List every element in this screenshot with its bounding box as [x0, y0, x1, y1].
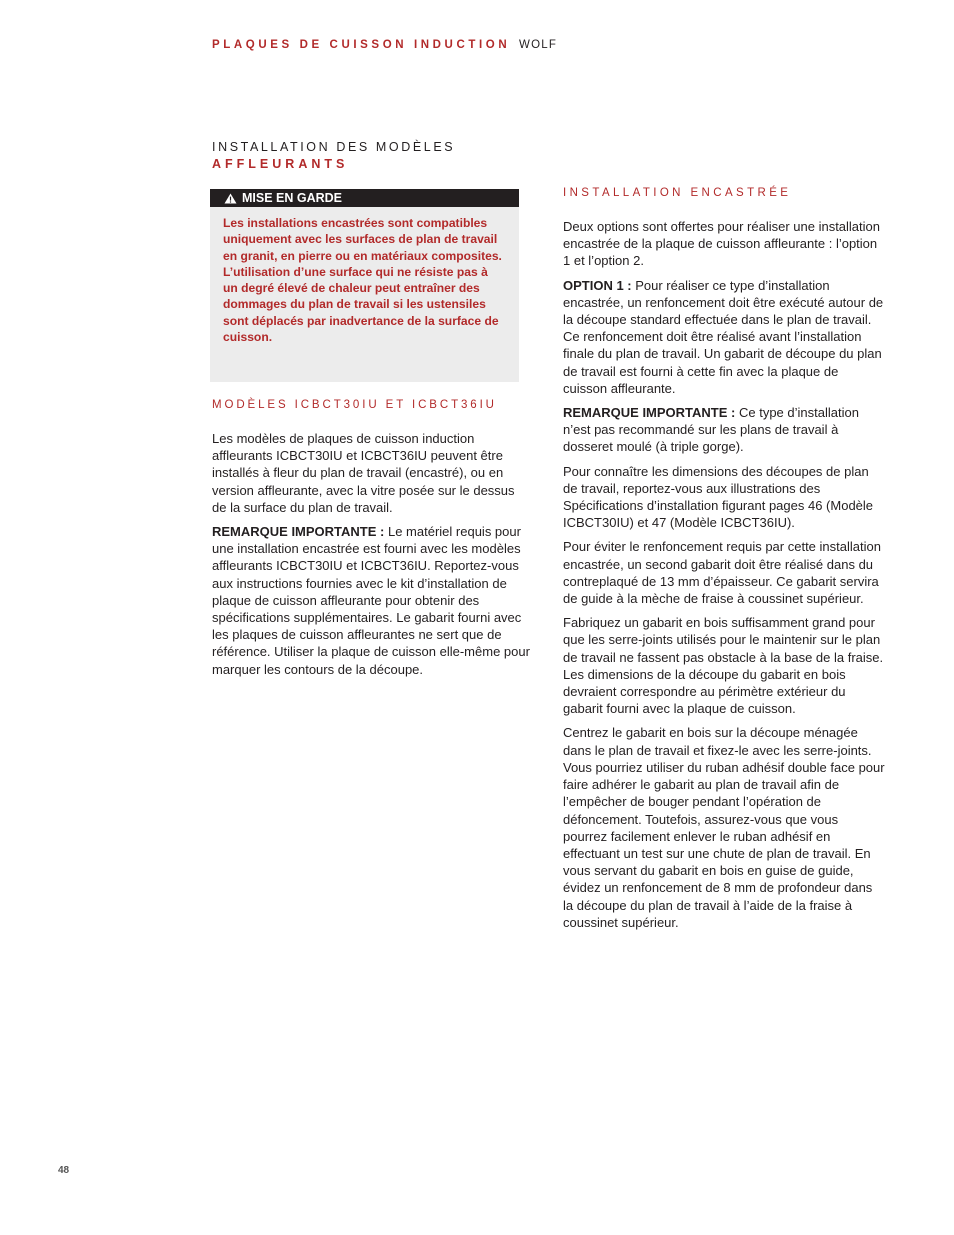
header-title: PLAQUES DE CUISSON INDUCTION: [212, 39, 511, 51]
warning-text: Les installations encastrées sont compatibles uniquement avec les surfaces de plan de travail en granit, en pierre ou en matériaux composites. L’utilisation d’une surface qui ne résiste pas à un degré élevé de chaleur peut entraîner des dommages du plan de travail si les ustensiles sont déplacés par inadvertance de la surface de cuisson.: [210, 207, 519, 382]
left-note-label: REMARQUE IMPORTANTE :: [212, 524, 385, 540]
warning-title: MISE EN GARDE: [242, 191, 343, 205]
right-note-text: Ce type d’installation n’est pas recommandé sur les plans de travail à dosseret moulé (à triple gorge).: [563, 405, 859, 455]
warning-box: [210, 189, 519, 382]
right-paragraph-2: [563, 277, 885, 397]
left-note-text: Le matériel requis pour une installation encastrée est fourni avec les modèles affleurants ICBCT30IU et ICBCT36IU. Reportez-vous aux instructions fournies avec le kit d’installation de plaque de cuisson affleurante pour obtenir des spécifications supplémentaires. Le gabarit fourni avec les plaques de cuisson affleurantes ne sert que de référence. Utiliser la plaque de cuisson elle-même pour marquer les contours de la découpe.: [212, 524, 530, 677]
left-paragraph-1: Les modèles de plaques de cuisson induction affleurants ICBCT30IU et ICBCT36IU peuvent être installés à fleur du plan de travail (encastré), ou en version affleurante, avec la vitre posée sur le dessus de la surface du plan de travail.: [212, 431, 515, 515]
header-brand: WOLF: [519, 39, 558, 51]
warning-header: [210, 189, 519, 207]
right-paragraph-3: [563, 404, 885, 456]
section-title: [212, 139, 455, 173]
page-number: 48: [58, 1165, 70, 1176]
left-paragraph-2: [212, 523, 530, 678]
right-column: [563, 186, 885, 938]
option1-text: Pour réaliser ce type d’installation encastrée, un renfoncement doit être exécuté autour de la découpe standard effectuée dans le plan de travail. Ce renfoncement doit être réalisé avant l’installation finale du plan de travail. Un gabarit de découpe du plan de travail est fourni à cette fin avec la plaque de cuisson affleurante.: [563, 277, 884, 396]
right-paragraph-5: Pour éviter le renfoncement requis par cette installation encastrée, un second gabarit doit être réalisé dans du contreplaqué de 13 mm d’épaisseur. Ce gabarit servira de guide à la mèche de fraise à coussinet supérieur.: [563, 539, 881, 607]
section-title-line2: AFFLEURANTS: [212, 157, 349, 171]
right-paragraph-7: Centrez le gabarit en bois sur la découpe ménagée dans le plan de travail et fixez-le avec les serre-joints. Vous pourriez utiliser du ruban adhésif double face pour faire adhérer le gabarit au plan de travail afin de l’empêcher de bouger pendant l’opération de défoncement. Toutefois, assurez-vous que vous pourrez facilement enlever le ruban adhésif en effectuant un test sur une chute de plan de travail. En vous servant du gabarit en bois en guise de guide, évidez un renfoncement de 8 mm de profondeur dans la découpe du plan de travail à l’aide de la fraise à coussinet supérieur.: [563, 725, 885, 930]
left-column: [212, 398, 530, 685]
running-header: [212, 39, 557, 51]
warning-triangle-icon: [224, 193, 237, 204]
right-paragraph-1: Deux options sont offertes pour réaliser une installation encastrée de la plaque de cuisson affleurante : l’option 1 et l’option 2.: [563, 219, 881, 269]
left-heading: MODÈLES ICBCT30IU ET ICBCT36IU: [212, 399, 497, 411]
section-title-line1: INSTALLATION DES MODÈLES: [212, 140, 456, 154]
right-heading: INSTALLATION ENCASTRÉE: [563, 187, 792, 199]
right-paragraph-6: Fabriquez un gabarit en bois suffisamment grand pour que les serre-joints utilisés pour le maintenir sur le plan de travail ne fassent pas obstacle à la base de la fraise. Les dimensions de la découpe du gabarit en bois devraient correspondre au périmètre extérieur du gabarit fourni avec la plaque de cuisson.: [563, 615, 884, 717]
right-paragraph-4: Pour connaître les dimensions des découpes de plan de travail, reportez-vous aux illustrations des Spécifications d’installation figurant pages 46 (Modèle ICBCT30IU) et 47 (Modèle ICBCT36IU).: [563, 463, 874, 531]
option1-label: OPTION 1 :: [563, 277, 632, 293]
right-note-label: REMARQUE IMPORTANTE :: [563, 405, 736, 421]
